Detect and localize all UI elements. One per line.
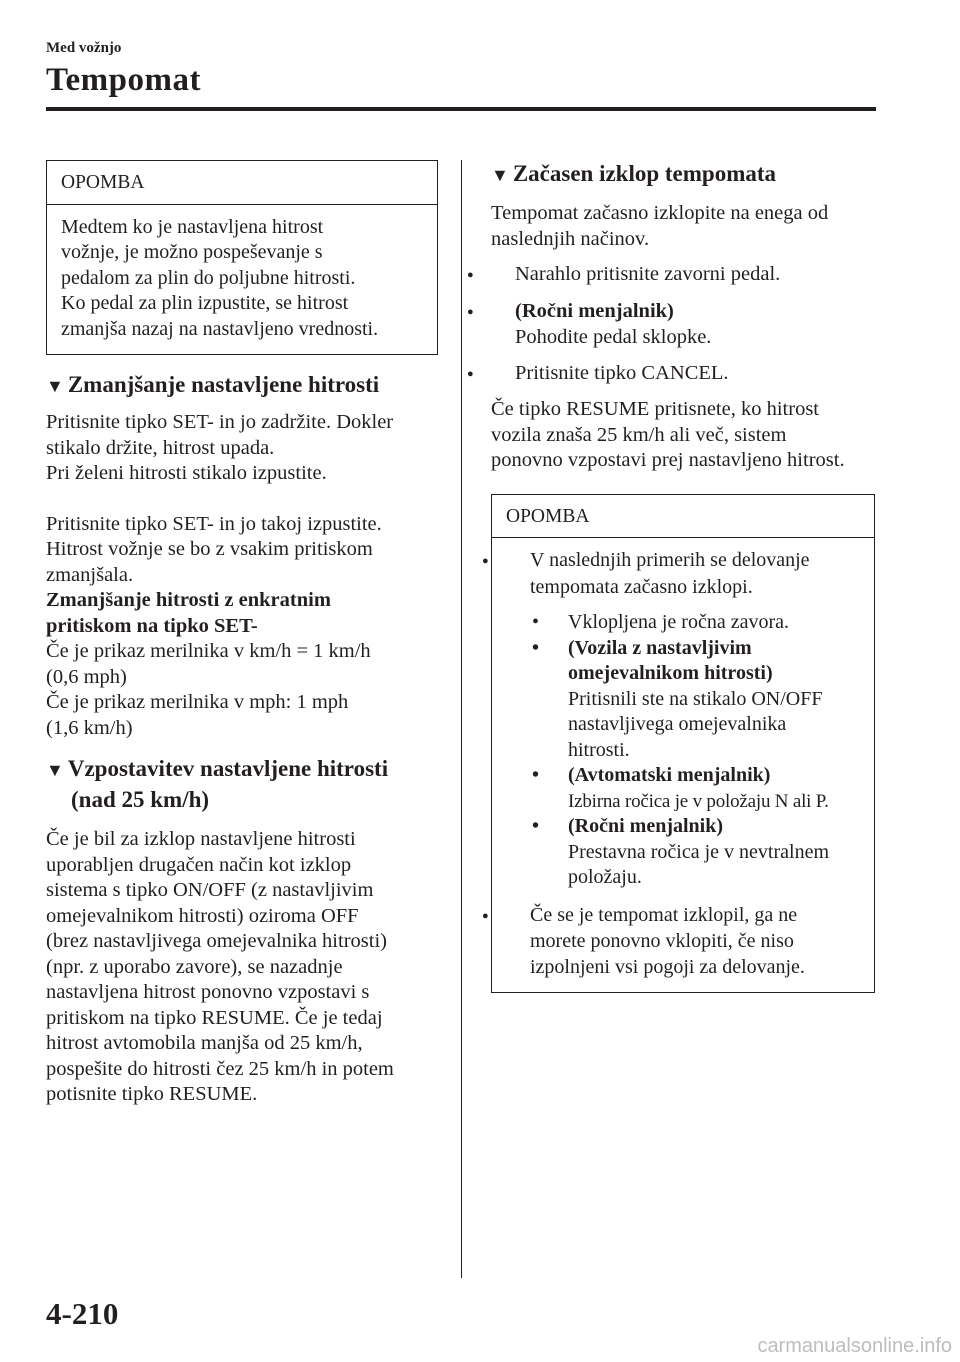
page-title: Tempomat bbox=[46, 62, 201, 98]
heading-resume-speed: ▼ Vzpostavitev nastavljene hitrosti bbox=[46, 756, 389, 781]
bullet-item: ● Pritisnite tipko CANCEL. bbox=[491, 361, 875, 388]
heading-temporary-off: ▼ Začasen izklop tempomata bbox=[491, 161, 777, 186]
note-line: Medtem ko je nastavljena hitrost bbox=[61, 215, 324, 238]
triangle-icon: ▼ bbox=[46, 760, 64, 780]
watermark: carmanualsonline.info bbox=[757, 1335, 952, 1357]
sub-bullet-icon: • bbox=[532, 764, 540, 786]
note-body bbox=[482, 538, 874, 992]
paragraph: Če je prikaz merilnika v km/h = 1 km/h (0,6 mph) Če je prikaz merilnika v mph: 1 mph (1,6 km/h) bbox=[46, 640, 371, 739]
note-label: OPOMBA bbox=[492, 495, 874, 539]
bullet-item: ● V naslednjih primerih se delovanje tempomata začasno izklopi. bbox=[482, 549, 810, 598]
section-label: Med vožnjo bbox=[46, 40, 122, 56]
bullet-icon: ● bbox=[467, 367, 474, 380]
bullet-icon: ● bbox=[467, 305, 474, 318]
column-divider bbox=[461, 160, 462, 1278]
sub-bullet-item: • (Avtomatski menjalnik) bbox=[506, 763, 860, 789]
note-line: Ko pedal za plin izpustite, se hitrost bbox=[61, 292, 349, 314]
page-number: 4-210 bbox=[46, 1296, 119, 1331]
sub-bullet-cont: Prestavna ročica je v nevtralnem položaju. bbox=[568, 840, 829, 888]
bullet-item: ● Narahlo pritisnite zavorni pedal. bbox=[491, 262, 875, 289]
triangle-icon: ▼ bbox=[491, 165, 509, 185]
sub-bullet-cont: omejevalnikom hitrosti) Pritisnili ste na stikalo ON/OFF nastavljivega omejevalnika hitrosti. bbox=[568, 662, 823, 761]
paragraph: Pritisnite tipko SET- in jo takoj izpustite. Hitrost vožnje se bo z vsakim pritiskom zmanjšala. bbox=[46, 512, 382, 586]
sub-bullet-icon: • bbox=[532, 611, 540, 633]
note-line: pedalom za plin do poljubne hitrosti. bbox=[61, 266, 356, 289]
sub-bullet-item: • (Vozila z nastavljivim bbox=[506, 636, 860, 662]
right-column bbox=[467, 160, 875, 993]
sub-bullet-cont: Izbirna ročica je v položaju N ali P. bbox=[568, 790, 829, 812]
triangle-icon: ▼ bbox=[46, 376, 64, 396]
bullet-icon: ● bbox=[482, 909, 489, 922]
paragraph: Če tipko RESUME pritisnete, ko hitrost vozila znaša 25 km/h ali več, sistem ponovno vzpostavi prej nastavljeno hitrost. bbox=[491, 398, 845, 471]
sub-bullet-item: • Vklopljena je ročna zavora. bbox=[506, 610, 860, 636]
sub-bullet-icon: • bbox=[532, 636, 540, 659]
left-column bbox=[46, 160, 438, 1108]
bullet-icon: ● bbox=[482, 555, 489, 567]
bold-subheading: Zmanjšanje hitrosti z enkratnim pritiskom na tipko SET- bbox=[46, 589, 331, 637]
note-label: OPOMBA bbox=[47, 161, 437, 205]
paragraph: Če je bil za izklop nastavljene hitrosti uporabljen drugačen način kot izklop sistema s tipko ON/OFF (z nastavljivim omejevalnikom hitrosti) oziroma OFF (brez nastavljivega omejevalnika hitrosti) (npr. z uporabo zavore), se nazadnje nastavljena hitrost ponovno vzpostavi s pritiskom na tipko RESUME. Če je tedaj hitrost avtomobila manjša od 25 km/h, pospešite do hitrosti čez 25 km/h in potem potisnite tipko RESUME. bbox=[46, 828, 394, 1105]
note-box-left bbox=[46, 160, 438, 355]
bullet-item: ● Če se je tempomat izklopil, ga ne morete ponovno vklopiti, če niso izpolnjeni vsi pogoji za delovanje. bbox=[482, 903, 805, 978]
heading-resume-speed-cont: (nad 25 km/h) bbox=[71, 787, 210, 812]
note-line: zmanjša nazaj na nastavljeno vrednosti. bbox=[61, 317, 379, 340]
sub-bullet-item: • (Ročni menjalnik) bbox=[506, 814, 860, 840]
note-line: vožnje, je možno pospeševanje s bbox=[61, 241, 323, 263]
paragraph: Pritisnite tipko SET- in jo zadržite. Dokler stikalo držite, hitrost upada. Pri želeni hitrosti stikalo izpustite. bbox=[46, 411, 394, 484]
note-body bbox=[47, 205, 437, 355]
note-box-right bbox=[482, 494, 875, 994]
heading-reduce-speed: ▼ Zmanjšanje nastavljene hitrosti bbox=[46, 372, 380, 397]
title-rule bbox=[46, 107, 876, 111]
bullet-item: ● (Ročni menjalnik) Pohodite pedal sklopke. bbox=[467, 299, 712, 348]
paragraph: Tempomat začasno izklopite na enega od naslednjih načinov. bbox=[491, 202, 829, 250]
bullet-icon: ● bbox=[467, 269, 474, 281]
sub-bullet-icon: • bbox=[532, 815, 540, 837]
